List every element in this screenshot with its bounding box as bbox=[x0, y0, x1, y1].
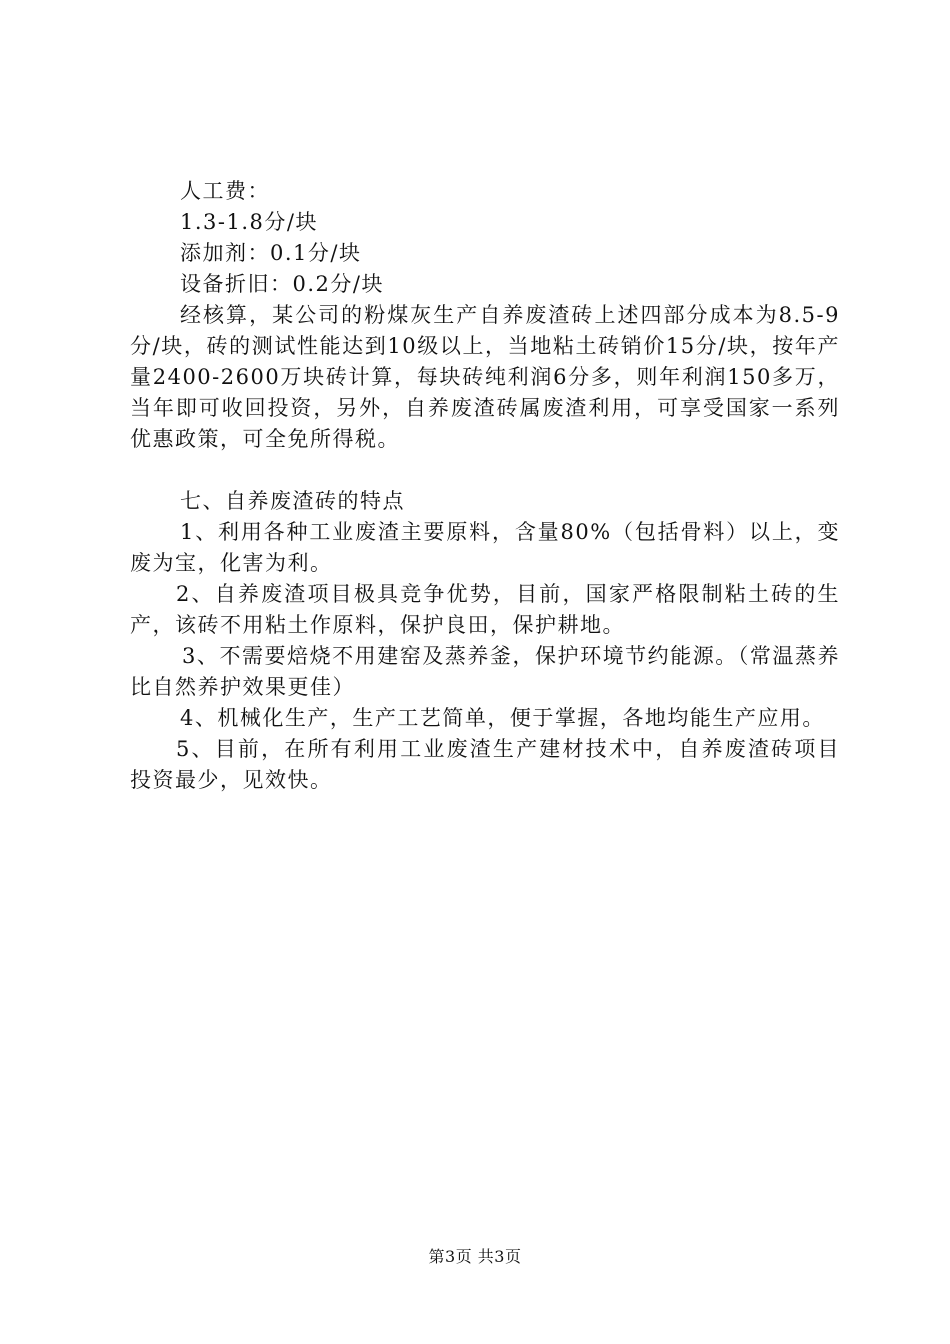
paragraph-gap bbox=[130, 455, 840, 486]
page-footer: 第3页 共3页 bbox=[428, 1247, 522, 1266]
cost-item-labor-value: 1.3-1.8分/块 bbox=[180, 210, 318, 234]
feature-item-2: 2、自养废渣项目极具竞争优势，目前，国家严格限制粘土砖的生产，该砖不用粘土作原料，保护良田，保护耕地。 bbox=[130, 582, 840, 637]
profit-paragraph: 经核算，某公司的粉煤灰生产自养废渣砖上述四部分成本为8.5-9分/块，砖的测试性能达到10级以上，当地粘土砖销价15分/块，按年产量2400-2600万块砖计算，每块砖纯利润6分多，则年利润150多万，当年即可收回投资，另外，自养废渣砖属废渣利用，可享受国家一系列优惠政策，可全免所得税。 bbox=[130, 303, 840, 451]
feature-item-4: 4、机械化生产，生产工艺简单，便于掌握，各地均能生产应用。 bbox=[180, 706, 825, 730]
section-heading: 七、自养废渣砖的特点 bbox=[180, 489, 405, 513]
cost-item-labor: 人工费： bbox=[180, 179, 270, 203]
cost-item-depreciation: 设备折旧：0.2分/块 bbox=[180, 272, 384, 296]
document-body bbox=[130, 176, 840, 796]
feature-item-5: 5、目前，在所有利用工业废渣生产建材技术中，自养废渣砖项目投资最少，见效快。 bbox=[130, 737, 840, 792]
feature-item-3: 3、不需要焙烧不用建窑及蒸养釜，保护环境节约能源。（常温蒸养比自然养护效果更佳） bbox=[130, 644, 840, 699]
cost-item-additive: 添加剂：0.1分/块 bbox=[180, 241, 362, 265]
feature-item-1: 1、利用各种工业废渣主要原料，含量80%（包括骨料）以上，变废为宝，化害为利。 bbox=[130, 520, 840, 575]
